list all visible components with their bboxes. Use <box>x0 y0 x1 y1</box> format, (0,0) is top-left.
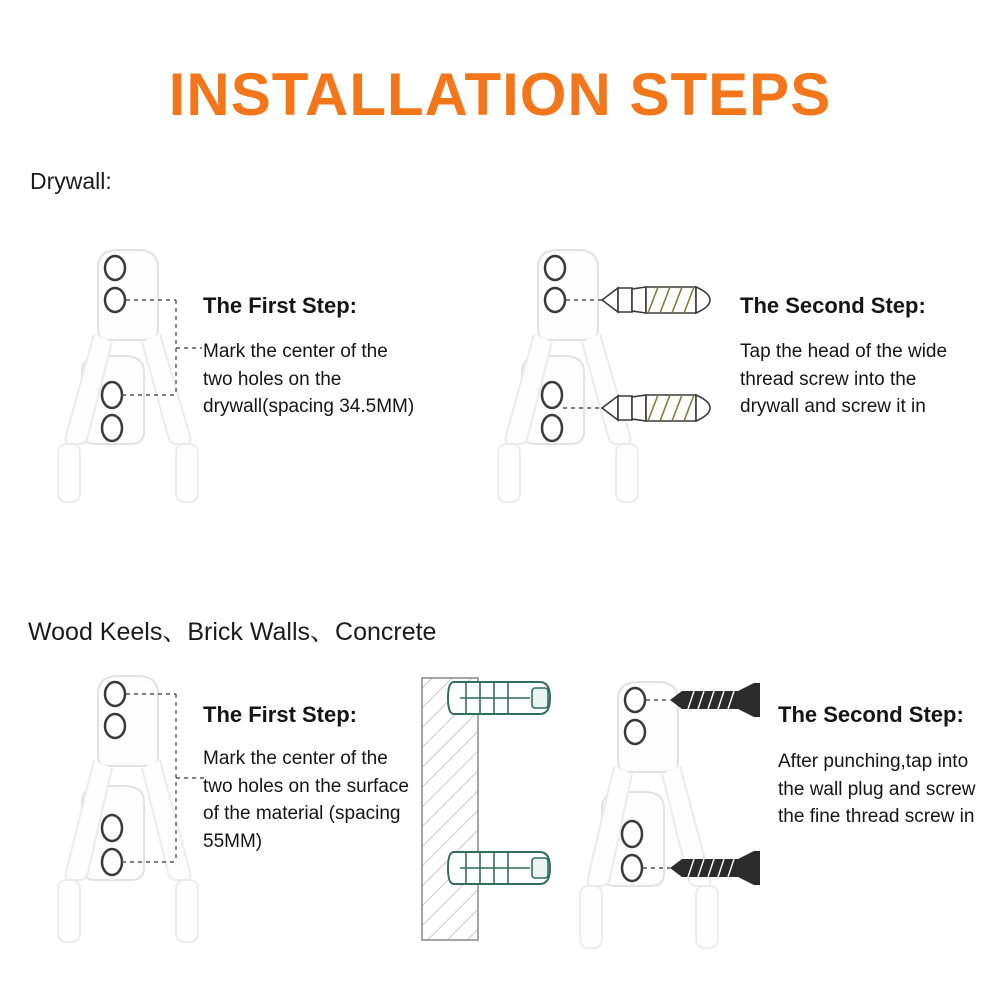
page-title: INSTALLATION STEPS <box>168 61 832 128</box>
step4-body: After punching,tap into the wall plug and screw the fine thread screw in <box>778 751 976 828</box>
section-heading-wood-brick-concrete: Wood Keels、Brick Walls、Concrete <box>28 618 437 646</box>
wall-bracket-icon <box>20 650 220 950</box>
step1-title: The First Step: <box>203 293 358 318</box>
step2-title: The Second Step: <box>740 293 926 318</box>
diagram-wood-step2 <box>420 650 780 950</box>
hatched-wall-icon <box>422 678 478 940</box>
section-heading-drywall: Drywall: <box>30 168 112 194</box>
diagram-wood-step1 <box>20 650 220 950</box>
step1-body: Mark the center of the two holes on the drywall(spacing 34.5MM) <box>203 341 415 418</box>
wide-thread-screw-icon <box>602 395 710 421</box>
fine-thread-screw-icon <box>670 683 760 717</box>
step3-title: The First Step: <box>203 702 358 727</box>
wide-thread-screw-icon <box>602 287 710 313</box>
wall-plug-icon <box>448 852 550 884</box>
diagram-drywall-step1 <box>20 230 220 520</box>
step3-body: Mark the center of the two holes on the surface of the material (spacing 55MM) <box>203 748 409 852</box>
step4-title: The Second Step: <box>778 702 964 727</box>
wall-plug-icon <box>448 682 550 714</box>
wall-bracket-icon <box>20 230 220 520</box>
wall-bracket-icon <box>580 682 718 948</box>
step2-body: Tap the head of the wide thread screw into the drywall and screw it in <box>740 341 948 418</box>
diagram-drywall-step2 <box>460 230 730 520</box>
